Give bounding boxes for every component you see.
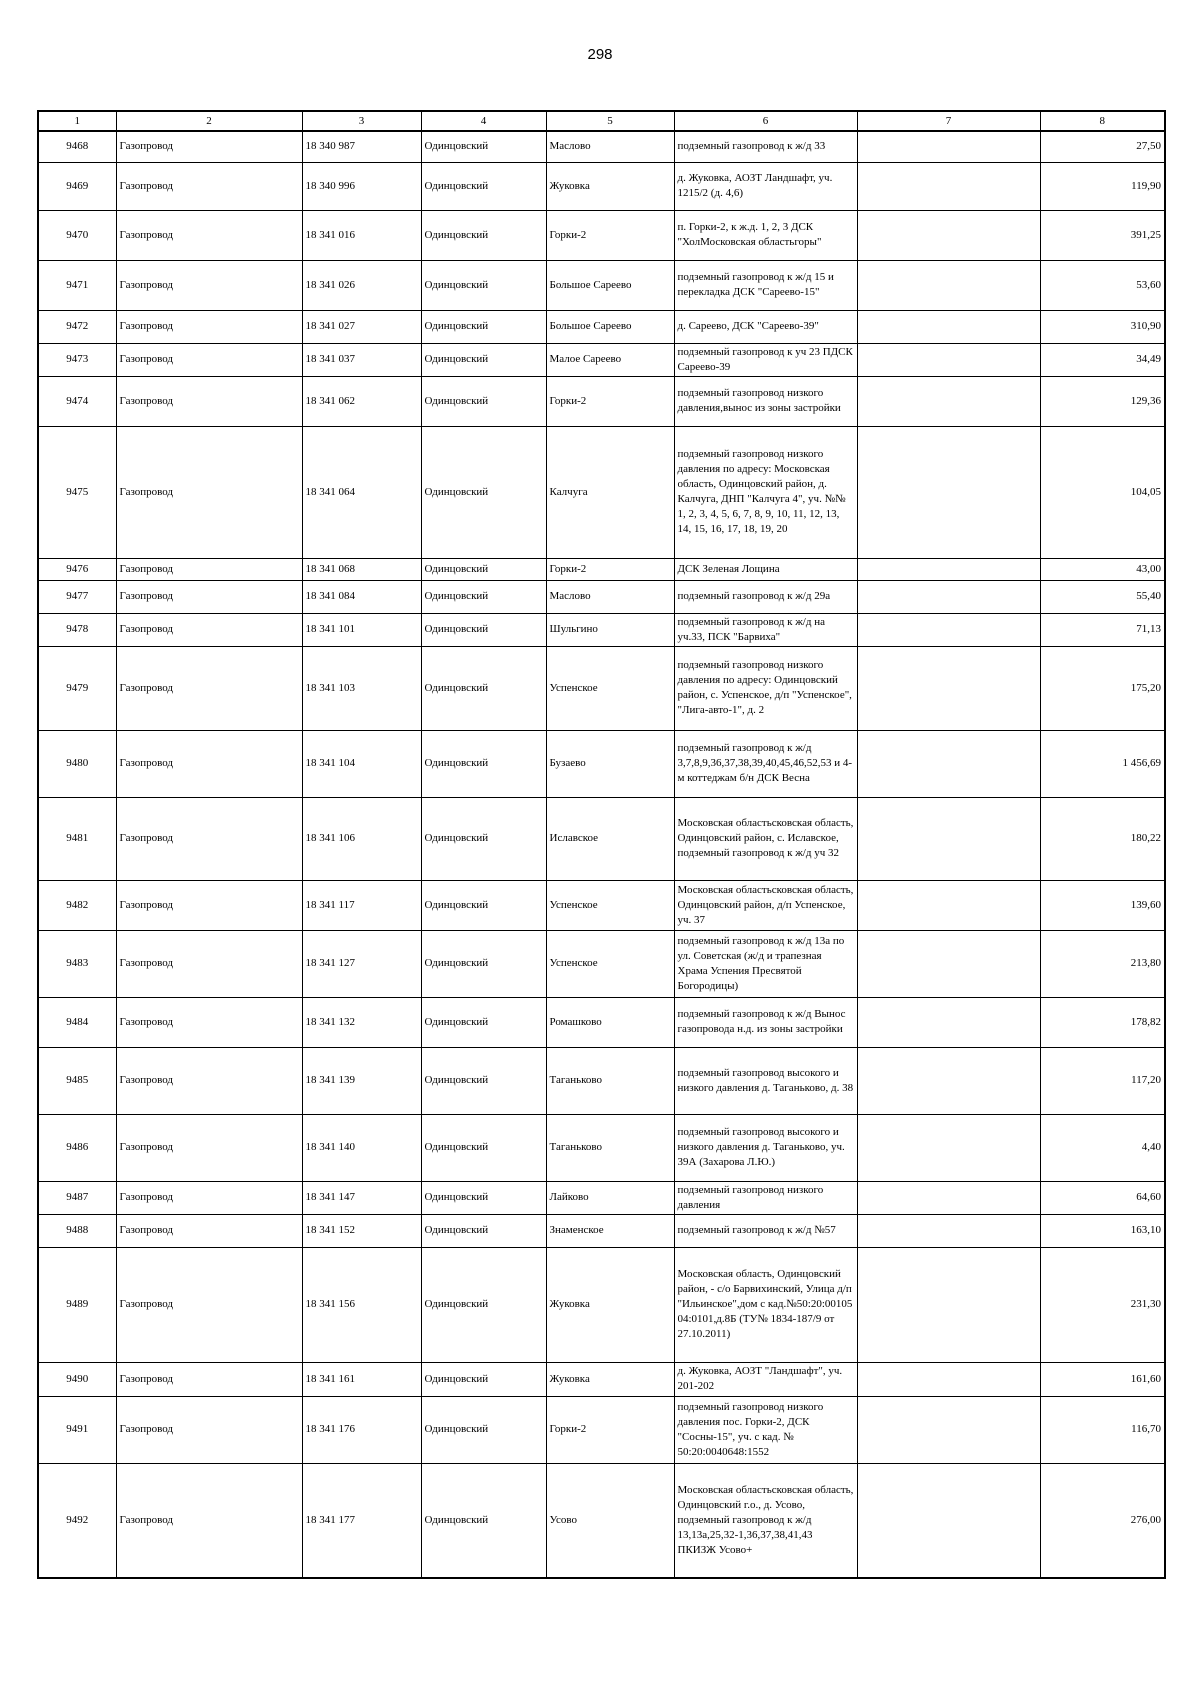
locality: Жуковка xyxy=(546,1247,674,1362)
column-header: 2 xyxy=(116,111,302,131)
row-number: 9482 xyxy=(38,880,116,930)
address: п. Горки-2, к ж.д. 1, 2, 3 ДСК "ХолМосковская областьгоры" xyxy=(674,210,857,260)
row-number: 9476 xyxy=(38,558,116,580)
locality: Жуковка xyxy=(546,162,674,210)
object-code: 18 341 037 xyxy=(302,343,421,376)
object-type: Газопровод xyxy=(116,162,302,210)
row-number: 9484 xyxy=(38,997,116,1047)
district: Одинцовский xyxy=(421,880,546,930)
object-type: Газопровод xyxy=(116,1047,302,1114)
column-7-cell xyxy=(857,1114,1040,1181)
column-7-cell xyxy=(857,730,1040,797)
length-value: 231,30 xyxy=(1040,1247,1165,1362)
registry-table xyxy=(37,110,1166,1579)
length-value: 4,40 xyxy=(1040,1114,1165,1181)
header-row xyxy=(38,111,1165,131)
locality: Шульгино xyxy=(546,613,674,646)
column-7-cell xyxy=(857,1047,1040,1114)
column-header: 1 xyxy=(38,111,116,131)
column-7-cell xyxy=(857,613,1040,646)
length-value: 139,60 xyxy=(1040,880,1165,930)
object-code: 18 341 117 xyxy=(302,880,421,930)
locality: Лайково xyxy=(546,1181,674,1214)
table-row xyxy=(38,1214,1165,1247)
table-row xyxy=(38,162,1165,210)
locality: Горки-2 xyxy=(546,376,674,426)
row-number: 9471 xyxy=(38,260,116,310)
object-code: 18 341 104 xyxy=(302,730,421,797)
object-code: 18 341 147 xyxy=(302,1181,421,1214)
object-type: Газопровод xyxy=(116,131,302,162)
table-row xyxy=(38,646,1165,730)
address: подземный газопровод низкого давления,вынос из зоны застройки xyxy=(674,376,857,426)
length-value: 119,90 xyxy=(1040,162,1165,210)
table-row xyxy=(38,310,1165,343)
object-type: Газопровод xyxy=(116,1247,302,1362)
object-type: Газопровод xyxy=(116,580,302,613)
length-value: 116,70 xyxy=(1040,1396,1165,1463)
column-7-cell xyxy=(857,426,1040,558)
locality: Бузаево xyxy=(546,730,674,797)
row-number: 9487 xyxy=(38,1181,116,1214)
object-type: Газопровод xyxy=(116,1396,302,1463)
object-code: 18 341 064 xyxy=(302,426,421,558)
column-7-cell xyxy=(857,310,1040,343)
object-code: 18 341 106 xyxy=(302,797,421,880)
column-header: 8 xyxy=(1040,111,1165,131)
length-value: 276,00 xyxy=(1040,1463,1165,1578)
object-type: Газопровод xyxy=(116,730,302,797)
object-type: Газопровод xyxy=(116,930,302,997)
table-row xyxy=(38,1396,1165,1463)
address: подземный газопровод к ж/д 15 и перекладка ДСК "Сареево-15" xyxy=(674,260,857,310)
row-number: 9492 xyxy=(38,1463,116,1578)
address: подземный газопровод низкого давления пос. Горки-2, ДСК "Сосны-15", уч. с кад. № 50:20:0040648:1552 xyxy=(674,1396,857,1463)
locality: Таганьково xyxy=(546,1047,674,1114)
district: Одинцовский xyxy=(421,730,546,797)
address: подземный газопровод к ж/д 29а xyxy=(674,580,857,613)
row-number: 9469 xyxy=(38,162,116,210)
column-7-cell xyxy=(857,997,1040,1047)
district: Одинцовский xyxy=(421,797,546,880)
object-code: 18 341 103 xyxy=(302,646,421,730)
object-code: 18 340 987 xyxy=(302,131,421,162)
object-type: Газопровод xyxy=(116,426,302,558)
locality: Жуковка xyxy=(546,1362,674,1396)
column-7-cell xyxy=(857,797,1040,880)
length-value: 129,36 xyxy=(1040,376,1165,426)
table-row xyxy=(38,1247,1165,1362)
district: Одинцовский xyxy=(421,210,546,260)
address: д. Жуковка, АОЗТ Ландшафт, уч. 1215/2 (д. 4,6) xyxy=(674,162,857,210)
object-type: Газопровод xyxy=(116,880,302,930)
address: подземный газопровод высокого и низкого давления д. Таганьково, уч. 39А (Захарова Л.Ю.) xyxy=(674,1114,857,1181)
table-row xyxy=(38,580,1165,613)
column-7-cell xyxy=(857,131,1040,162)
object-type: Газопровод xyxy=(116,1214,302,1247)
length-value: 178,82 xyxy=(1040,997,1165,1047)
column-7-cell xyxy=(857,930,1040,997)
length-value: 43,00 xyxy=(1040,558,1165,580)
table-row xyxy=(38,376,1165,426)
object-code: 18 341 176 xyxy=(302,1396,421,1463)
column-header: 4 xyxy=(421,111,546,131)
length-value: 310,90 xyxy=(1040,310,1165,343)
table-row xyxy=(38,880,1165,930)
column-7-cell xyxy=(857,1214,1040,1247)
row-number: 9481 xyxy=(38,797,116,880)
object-code: 18 341 027 xyxy=(302,310,421,343)
column-7-cell xyxy=(857,646,1040,730)
row-number: 9490 xyxy=(38,1362,116,1396)
district: Одинцовский xyxy=(421,426,546,558)
table-row xyxy=(38,613,1165,646)
address: Московская областьсковская область, Одинцовский район, с. Иславское, подземный газопровод к ж/д уч 32 xyxy=(674,797,857,880)
address: подземный газопровод к ж/д 13а по ул. Советская (ж/д и трапезная Храма Успения Пресвятой Богородицы) xyxy=(674,930,857,997)
locality: Малое Сареево xyxy=(546,343,674,376)
object-type: Газопровод xyxy=(116,997,302,1047)
district: Одинцовский xyxy=(421,613,546,646)
table-row xyxy=(38,558,1165,580)
locality: Маслово xyxy=(546,131,674,162)
row-number: 9478 xyxy=(38,613,116,646)
column-7-cell xyxy=(857,260,1040,310)
locality: Большое Сареево xyxy=(546,310,674,343)
object-type: Газопровод xyxy=(116,376,302,426)
address: подземный газопровод к ж/д 3,7,8,9,36,37,38,39,40,45,46,52,53 и 4-м коттеджам б/н ДСК Весна xyxy=(674,730,857,797)
district: Одинцовский xyxy=(421,646,546,730)
length-value: 163,10 xyxy=(1040,1214,1165,1247)
column-7-cell xyxy=(857,880,1040,930)
table-row xyxy=(38,730,1165,797)
district: Одинцовский xyxy=(421,343,546,376)
table-row xyxy=(38,426,1165,558)
object-type: Газопровод xyxy=(116,1362,302,1396)
column-header: 3 xyxy=(302,111,421,131)
district: Одинцовский xyxy=(421,376,546,426)
locality: Калчуга xyxy=(546,426,674,558)
address: подземный газопровод к ж/д №57 xyxy=(674,1214,857,1247)
column-7-cell xyxy=(857,580,1040,613)
row-number: 9488 xyxy=(38,1214,116,1247)
address: подземный газопровод к уч 23 ПДСК Сареево-39 xyxy=(674,343,857,376)
object-type: Газопровод xyxy=(116,260,302,310)
length-value: 104,05 xyxy=(1040,426,1165,558)
table-row xyxy=(38,1047,1165,1114)
object-code: 18 341 139 xyxy=(302,1047,421,1114)
object-code: 18 341 062 xyxy=(302,376,421,426)
column-header: 5 xyxy=(546,111,674,131)
object-code: 18 340 996 xyxy=(302,162,421,210)
table-row xyxy=(38,1362,1165,1396)
row-number: 9491 xyxy=(38,1396,116,1463)
object-code: 18 341 132 xyxy=(302,997,421,1047)
address: подземный газопровод к ж/д 33 xyxy=(674,131,857,162)
object-code: 18 341 068 xyxy=(302,558,421,580)
row-number: 9486 xyxy=(38,1114,116,1181)
district: Одинцовский xyxy=(421,1181,546,1214)
district: Одинцовский xyxy=(421,558,546,580)
address: подземный газопровод низкого давления xyxy=(674,1181,857,1214)
length-value: 391,25 xyxy=(1040,210,1165,260)
locality: Горки-2 xyxy=(546,558,674,580)
column-7-cell xyxy=(857,558,1040,580)
address: Московская областьсковская область, Одинцовский г.о., д. Усово, подземный газопровод к ж/д 13,13а,25,32-1,36,37,38,41,43 ПКИЗЖ Усово+ xyxy=(674,1463,857,1578)
length-value: 53,60 xyxy=(1040,260,1165,310)
address: д. Сареево, ДСК "Сареево-39" xyxy=(674,310,857,343)
column-header: 6 xyxy=(674,111,857,131)
locality: Успенское xyxy=(546,646,674,730)
district: Одинцовский xyxy=(421,1047,546,1114)
district: Одинцовский xyxy=(421,1214,546,1247)
column-7-cell xyxy=(857,376,1040,426)
column-7-cell xyxy=(857,1247,1040,1362)
locality: Ромашково xyxy=(546,997,674,1047)
row-number: 9485 xyxy=(38,1047,116,1114)
column-7-cell xyxy=(857,343,1040,376)
length-value: 55,40 xyxy=(1040,580,1165,613)
address: подземный газопровод высокого и низкого давления д. Таганьково, д. 38 xyxy=(674,1047,857,1114)
column-7-cell xyxy=(857,1463,1040,1578)
object-type: Газопровод xyxy=(116,343,302,376)
length-value: 1 456,69 xyxy=(1040,730,1165,797)
object-code: 18 341 140 xyxy=(302,1114,421,1181)
length-value: 117,20 xyxy=(1040,1047,1165,1114)
length-value: 175,20 xyxy=(1040,646,1165,730)
row-number: 9483 xyxy=(38,930,116,997)
district: Одинцовский xyxy=(421,1114,546,1181)
object-type: Газопровод xyxy=(116,1114,302,1181)
column-7-cell xyxy=(857,1396,1040,1463)
row-number: 9473 xyxy=(38,343,116,376)
row-number: 9480 xyxy=(38,730,116,797)
object-code: 18 341 177 xyxy=(302,1463,421,1578)
column-7-cell xyxy=(857,162,1040,210)
locality: Таганьково xyxy=(546,1114,674,1181)
object-type: Газопровод xyxy=(116,210,302,260)
locality: Знаменское xyxy=(546,1214,674,1247)
table-row xyxy=(38,210,1165,260)
object-code: 18 341 084 xyxy=(302,580,421,613)
address: д. Жуковка, АОЗТ "Ландшафт", уч. 201-202 xyxy=(674,1362,857,1396)
district: Одинцовский xyxy=(421,930,546,997)
length-value: 27,50 xyxy=(1040,131,1165,162)
row-number: 9475 xyxy=(38,426,116,558)
district: Одинцовский xyxy=(421,131,546,162)
column-7-cell xyxy=(857,1181,1040,1214)
district: Одинцовский xyxy=(421,580,546,613)
table-row xyxy=(38,131,1165,162)
length-value: 213,80 xyxy=(1040,930,1165,997)
object-type: Газопровод xyxy=(116,646,302,730)
length-value: 161,60 xyxy=(1040,1362,1165,1396)
locality: Большое Сареево xyxy=(546,260,674,310)
district: Одинцовский xyxy=(421,162,546,210)
length-value: 64,60 xyxy=(1040,1181,1165,1214)
page-number: 298 xyxy=(587,46,613,63)
locality: Иславское xyxy=(546,797,674,880)
object-type: Газопровод xyxy=(116,1463,302,1578)
table-row xyxy=(38,930,1165,997)
locality: Горки-2 xyxy=(546,210,674,260)
district: Одинцовский xyxy=(421,260,546,310)
district: Одинцовский xyxy=(421,1362,546,1396)
object-code: 18 341 156 xyxy=(302,1247,421,1362)
object-type: Газопровод xyxy=(116,613,302,646)
object-type: Газопровод xyxy=(116,558,302,580)
column-7-cell xyxy=(857,210,1040,260)
length-value: 34,49 xyxy=(1040,343,1165,376)
row-number: 9470 xyxy=(38,210,116,260)
table-row xyxy=(38,997,1165,1047)
table-row xyxy=(38,1463,1165,1578)
district: Одинцовский xyxy=(421,1247,546,1362)
district: Одинцовский xyxy=(421,310,546,343)
column-7-cell xyxy=(857,1362,1040,1396)
table-row xyxy=(38,343,1165,376)
length-value: 180,22 xyxy=(1040,797,1165,880)
district: Одинцовский xyxy=(421,1463,546,1578)
district: Одинцовский xyxy=(421,1396,546,1463)
object-code: 18 341 016 xyxy=(302,210,421,260)
address: подземный газопровод к ж/д Вынос газопровода н.д. из зоны застройки xyxy=(674,997,857,1047)
locality: Успенское xyxy=(546,880,674,930)
address: подземный газопровод к ж/д на уч.33, ПСК "Барвиха" xyxy=(674,613,857,646)
row-number: 9479 xyxy=(38,646,116,730)
address: подземный газопровод низкого давления по адресу: Одинцовский район, с. Успенское, д/п "Успенское", "Лига-авто-1", д. 2 xyxy=(674,646,857,730)
address: Московская область, Одинцовский район, - с/о Барвихинский, Улица д/п "Ильинское",дом с кад.№50:20:00105 04:0101,д.8Б (ТУ№ 1834-187/9 от 27.10.2011) xyxy=(674,1247,857,1362)
object-code: 18 341 161 xyxy=(302,1362,421,1396)
locality: Маслово xyxy=(546,580,674,613)
object-type: Газопровод xyxy=(116,797,302,880)
table-row xyxy=(38,1181,1165,1214)
district: Одинцовский xyxy=(421,997,546,1047)
table-row xyxy=(38,260,1165,310)
table-row xyxy=(38,1114,1165,1181)
address: Московская областьсковская область, Одинцовский район, д/п Успенское, уч. 37 xyxy=(674,880,857,930)
table-row xyxy=(38,797,1165,880)
object-code: 18 341 127 xyxy=(302,930,421,997)
length-value: 71,13 xyxy=(1040,613,1165,646)
address: ДСК Зеленая Лощина xyxy=(674,558,857,580)
locality: Горки-2 xyxy=(546,1396,674,1463)
locality: Усово xyxy=(546,1463,674,1578)
locality: Успенское xyxy=(546,930,674,997)
object-type: Газопровод xyxy=(116,1181,302,1214)
row-number: 9468 xyxy=(38,131,116,162)
column-header: 7 xyxy=(857,111,1040,131)
object-code: 18 341 101 xyxy=(302,613,421,646)
address: подземный газопровод низкого давления по адресу: Московская область, Одинцовский район, д. Калчуга, ДНП "Калчуга 4", уч. №№ 1, 2, 3, 4, 5, 6, 7, 8, 9, 10, 11, 12, 13, 14, 15, 16, 17, 18, 19, 20 xyxy=(674,426,857,558)
row-number: 9474 xyxy=(38,376,116,426)
row-number: 9477 xyxy=(38,580,116,613)
object-type: Газопровод xyxy=(116,310,302,343)
row-number: 9489 xyxy=(38,1247,116,1362)
object-code: 18 341 026 xyxy=(302,260,421,310)
object-code: 18 341 152 xyxy=(302,1214,421,1247)
row-number: 9472 xyxy=(38,310,116,343)
